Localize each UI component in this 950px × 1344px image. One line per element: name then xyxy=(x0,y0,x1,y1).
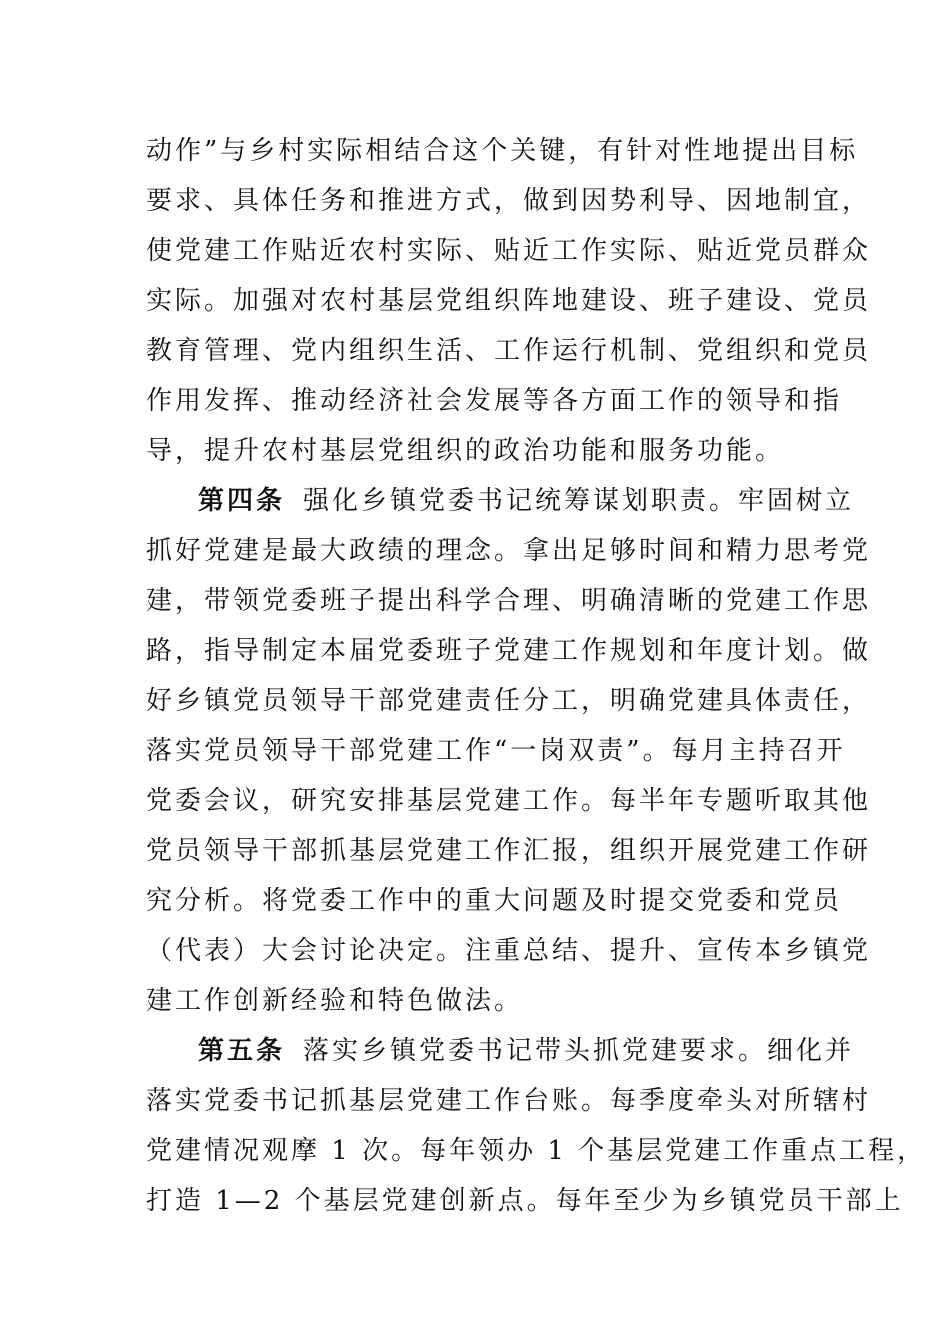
text-line: 建工作创新经验和特色做法。 xyxy=(146,986,524,1016)
text-line: 导，提升农村基层党组织的政治功能和服务功能。 xyxy=(146,436,785,466)
text-line: 好乡镇党员领导干部党建责任分工，明确党建具体责任， xyxy=(146,686,872,716)
text-line: 抓好党建是最大政绩的理念。拿出足够时间和精力思考党 xyxy=(146,536,872,566)
text-line: 实际。加强对农村基层党组织阵地建设、班子建设、党员 xyxy=(146,286,872,316)
text-line: 教育管理、党内组织生活、工作运行机制、党组织和党员 xyxy=(146,336,872,366)
article-4-heading-text: 强化乡镇党委书记统筹谋划职责。牢固树立 xyxy=(303,486,855,516)
text-line: 动作”与乡村实际相结合这个关键，有针对性地提出目标 xyxy=(146,136,859,166)
article-4-label: 第四条 xyxy=(198,486,286,516)
text-line: 打造 1—2 个基层党建创新点。每年至少为乡镇党员干部上 xyxy=(146,1186,904,1216)
text-line: 党委会议，研究安排基层党建工作。每半年专题听取其他 xyxy=(146,786,872,816)
article-5-heading-text: 落实乡镇党委书记带头抓党建要求。细化并 xyxy=(303,1036,855,1066)
text-line: 作用发挥、推动经济社会发展等各方面工作的领导和指 xyxy=(146,386,843,416)
text-line: 党建情况观摩 1 次。每年领办 1 个基层党建工作重点工程， xyxy=(146,1136,927,1166)
text-line: 建，带领党委班子提出科学合理、明确清晰的党建工作思 xyxy=(146,586,872,616)
text-line: 党员领导干部抓基层党建工作汇报，组织开展党建工作研 xyxy=(146,836,872,866)
text-line: 落实党员领导干部党建工作“一岗双责”。每月主持召开 xyxy=(146,736,846,766)
text-line: 落实党委书记抓基层党建工作台账。每季度牵头对所辖村 xyxy=(146,1086,872,1116)
text-line: （代表）大会讨论决定。注重总结、提升、宣传本乡镇党 xyxy=(146,936,872,966)
article-4-first-line xyxy=(198,484,855,518)
text-line: 究分析。将党委工作中的重大问题及时提交党委和党员 xyxy=(146,886,843,916)
text-line: 使党建工作贴近农村实际、贴近工作实际、贴近党员群众 xyxy=(146,236,872,266)
text-line: 路，指导制定本届党委班子党建工作规划和年度计划。做 xyxy=(146,636,872,666)
article-5-first-line xyxy=(198,1034,855,1068)
article-5-label: 第五条 xyxy=(198,1036,286,1066)
text-line: 要求、具体任务和推进方式，做到因势利导、因地制宜， xyxy=(146,186,872,216)
